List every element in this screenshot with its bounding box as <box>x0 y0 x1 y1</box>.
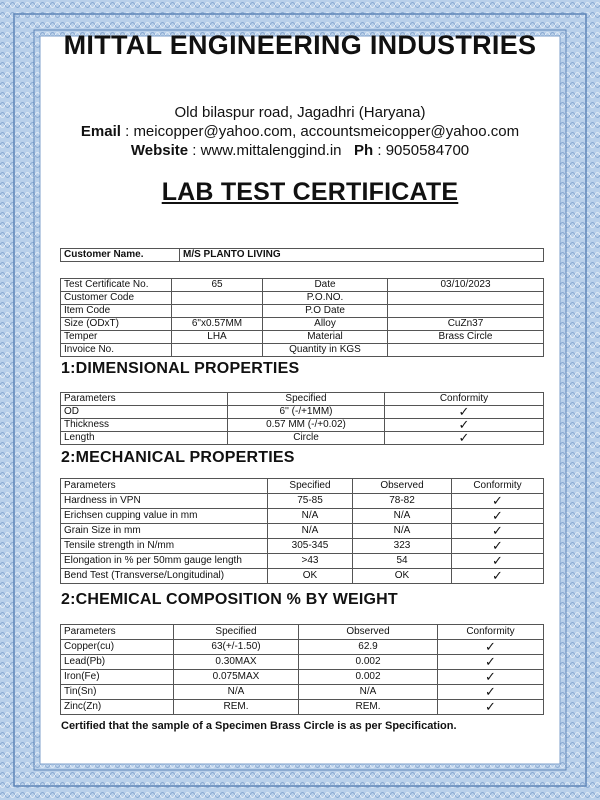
table-row: Bend Test (Transverse/Longitudinal) OK OK ✓ <box>61 569 544 584</box>
table-row: Copper(cu) 63(+/-1.50) 62.9 ✓ <box>61 640 544 655</box>
phone-value: : 9050584700 <box>373 142 470 159</box>
check-icon: ✓ <box>452 494 544 509</box>
mechanical-heading: 2:MECHANICAL PROPERTIES <box>61 449 295 466</box>
email-line <box>0 123 600 140</box>
certification-statement: Certified that the sample of a Specimen Brass Circle is as per Specification. <box>61 720 457 732</box>
table-row: Erichsen cupping value in mm N/A N/A ✓ <box>61 509 544 524</box>
table-row: Tin(Sn) N/A N/A ✓ <box>61 685 544 700</box>
table-row: Thickness 0.57 MM (-/+0.02) ✓ <box>61 419 544 432</box>
check-icon: ✓ <box>438 685 544 700</box>
table-row: Temper LHA Material Brass Circle <box>61 331 544 344</box>
check-icon: ✓ <box>385 406 544 419</box>
dimensional-heading: 1:DIMENSIONAL PROPERTIES <box>61 360 300 377</box>
table-row: Tensile strength in N/mm 305-345 323 ✓ <box>61 539 544 554</box>
check-icon: ✓ <box>438 655 544 670</box>
table-header-row: Parameters Specified Observed Conformity <box>61 625 544 640</box>
table-row: Test Certificate No. 65 Date 03/10/2023 <box>61 279 544 292</box>
check-icon: ✓ <box>438 670 544 685</box>
customer-table <box>60 248 544 262</box>
table-header-row: Parameters Specified Observed Conformity <box>61 479 544 494</box>
customer-label: Customer Name. <box>61 249 180 262</box>
table-row: Size (ODxT) 6"x0.57MM Alloy CuZn37 <box>61 318 544 331</box>
check-icon: ✓ <box>452 539 544 554</box>
check-icon: ✓ <box>385 419 544 432</box>
check-icon: ✓ <box>438 640 544 655</box>
table-row: Grain Size in mm N/A N/A ✓ <box>61 524 544 539</box>
check-icon: ✓ <box>452 524 544 539</box>
table-row: Length Circle ✓ <box>61 432 544 445</box>
certificate-title: LAB TEST CERTIFICATE <box>161 178 459 206</box>
check-icon: ✓ <box>385 432 544 445</box>
table-row: Zinc(Zn) REM. REM. ✓ <box>61 700 544 715</box>
table-row: OD 6'' (-/+1MM) ✓ <box>61 406 544 419</box>
table-row: Iron(Fe) 0.075MAX 0.002 ✓ <box>61 670 544 685</box>
website-label: Website <box>130 142 189 159</box>
website-line <box>0 142 600 159</box>
customer-value: M/S PLANTO LIVING <box>180 249 544 262</box>
table-row: Customer Code P.O.NO. <box>61 292 544 305</box>
website-value: : www.mittalenggind.in <box>188 142 342 159</box>
chemical-table <box>60 624 544 715</box>
table-row: Invoice No. Quantity in KGS <box>61 344 544 357</box>
table-header-row: Parameters Specified Conformity <box>61 393 544 406</box>
email-label: Email <box>80 123 121 140</box>
check-icon: ✓ <box>438 700 544 715</box>
check-icon: ✓ <box>452 509 544 524</box>
table-row: Hardness in VPN 75-85 78-82 ✓ <box>61 494 544 509</box>
phone-label: Ph <box>354 142 374 159</box>
company-address: Old bilaspur road, Jagadhri (Haryana) <box>174 104 426 121</box>
chemical-heading: 2:CHEMICAL COMPOSITION % BY WEIGHT <box>61 591 398 608</box>
check-icon: ✓ <box>452 569 544 584</box>
dimensional-table <box>60 392 544 445</box>
check-icon: ✓ <box>452 554 544 569</box>
company-name: MITTAL ENGINEERING INDUSTRIES <box>63 30 537 60</box>
info-table <box>60 278 544 357</box>
mechanical-table <box>60 478 544 584</box>
table-row: Item Code P.O Date <box>61 305 544 318</box>
table-row: Elongation in % per 50mm gauge length >43 54 ✓ <box>61 554 544 569</box>
email-value: : meicopper@yahoo.com, accountsmeicopper@yahoo.com <box>120 123 520 140</box>
table-row: Lead(Pb) 0.30MAX 0.002 ✓ <box>61 655 544 670</box>
